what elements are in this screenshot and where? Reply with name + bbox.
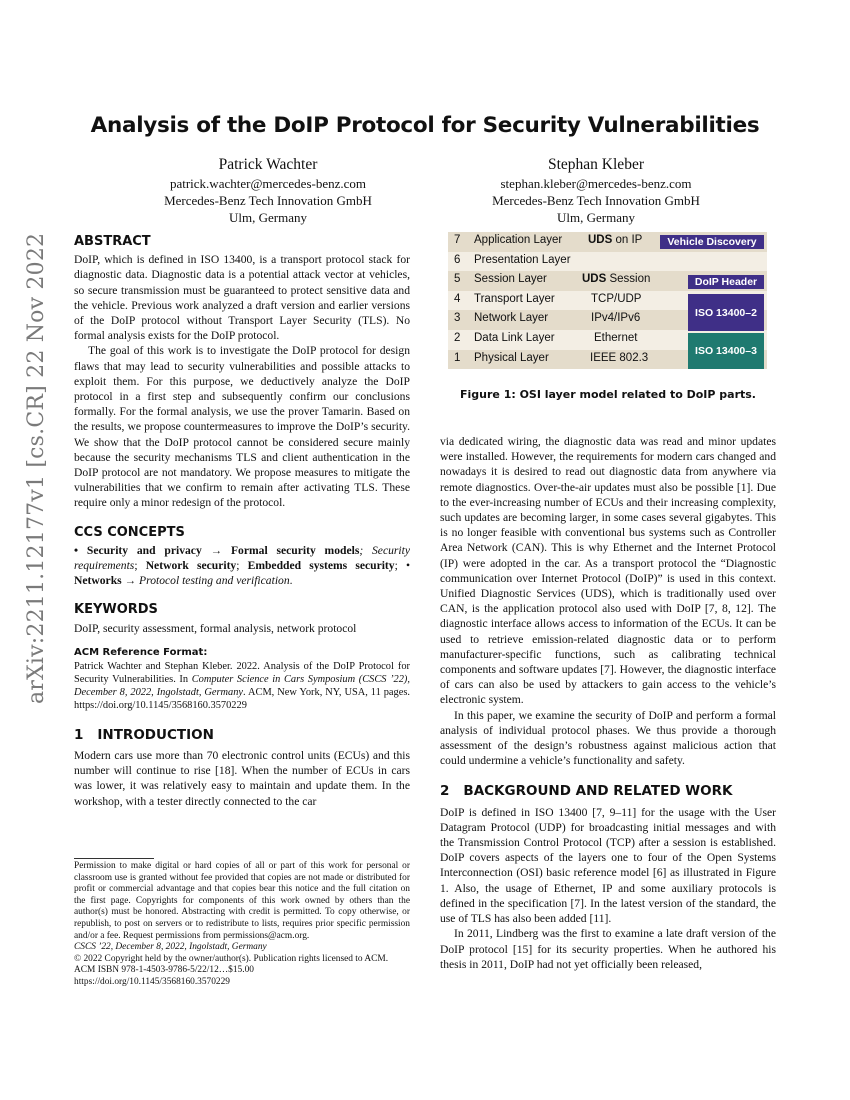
ccs-term: • Security and privacy	[74, 543, 202, 557]
body-paragraph: In this paper, we examine the security of DoIP and perform a formal analysis of individual protocol phases. We thus provide a thorough assessment of the design’s robustness against malicious action that could undermine a vehicle’s functionality and safety.	[440, 708, 776, 768]
layer-number: 6	[454, 253, 461, 266]
ccs-sep: ; •	[394, 559, 410, 573]
author-org: Mercedes-Benz Tech Innovation GmbH	[164, 193, 372, 208]
body-paragraph: DoIP is defined in ISO 13400 [7, 9–11] for the usage with the User Datagram Protocol (UDP) for broadcasting initial messages and with the Transmission Control Protocol (TCP) after a session is established. DoIP covers aspects of the layers one to four of the Open Systems Interconnection (OSI) basic reference model [6] as illustrated in Figure 1. Also, the usage of Ethernet, IP and some auxiliary protocols is defined in the specification [7]. In the latest version of the standard, the use of TLS has also been added [11].	[440, 805, 776, 926]
osi-figure	[448, 232, 767, 369]
ccs-term: ; Security requirements	[74, 543, 410, 573]
tag-iso-13400-3: ISO 13400–3	[688, 333, 764, 369]
ccs-term: Embedded systems security	[247, 559, 395, 573]
acm-reference-heading: ACM Reference Format:	[74, 646, 208, 658]
layer-name: Network Layer	[474, 312, 549, 325]
section-heading-background	[440, 784, 776, 799]
paper-title: Analysis of the DoIP Protocol for Security Vulnerabilities	[90, 113, 760, 138]
body-paragraph: via dedicated wiring, the diagnostic data was read and minor updates were installed. However, the requirements for modern cars changed and nowadays it is desired to read out diagnostic data from anywhere via remote diagnostics. Over-the-air updates must also be possible [1]. Due to the ever-increasing number of ECUs and their increasing complexity, such updates are becoming larger, in some cases several gigabytes. This is no longer feasible with conventional bus systems such as Controller Area Network (CAN). This is why Ethernet and the Internet Protocol (IP) were adopted in the car. As a transport protocol the “Diagnostic communication over Internet Protocol (DoIP)” is used in this context. Unified Diagnostic Services (UDS), which is traditionally used over CAN, is the application protocol also used with DoIP [7, 8, 12]. The diagnostic interface allows access to information of the ECUs. It can be used to retrieve emission-related diagnostic data or to perform manufacturer-specific functions, such as calibrating technical components and software updates [7]. However, the diagnostic interface of cars can also be used by attackers to gain access to the vehicle’s electronic system.	[440, 435, 776, 707]
protocol-bold: UDS	[582, 273, 607, 286]
author-name: Patrick Wachter	[218, 156, 318, 173]
ccs-term: Network security	[145, 559, 237, 573]
layer-protocol: IEEE 802.3	[590, 351, 649, 364]
section-title: BACKGROUND AND RELATED WORK	[463, 783, 733, 800]
ccs-sep: .	[289, 574, 293, 588]
keywords-heading: KEYWORDS	[74, 602, 158, 618]
abstract-paragraph: The goal of this work is to investigate the DoIP protocol for design flaws that may lead to security vulnerabilities and possible attacks to exploit them. For this purpose, we deductively analyze the DoIP protocol in a first step and subsequently confirm our conclusions formally. For the formal analysis, we use the prover Tamarin. Based on the results, we propose countermeasures to improve the DoIP’s security. We show that the DoIP protocol cannot be considered secure mainly because the security mechanisms TLS and client authentication in the DoIP protocol are not mandatory. We propose measures to mitigate the vulnerabilities that we confirm to remain after activating TLS. These require only a minor redesign of the protocol.	[74, 344, 410, 510]
layer-name: Application Layer	[474, 234, 563, 246]
layer-number: 7	[454, 234, 461, 246]
layer-name: Presentation Layer	[474, 253, 571, 266]
author-name: Stephan Kleber	[548, 156, 644, 173]
layer-number: 2	[454, 331, 461, 344]
layer-name: Data Link Layer	[474, 331, 555, 344]
intro-paragraph: Modern cars use more than 70 electronic control units (ECUs) and this number will continue to rise [18]. When the number of ECUs in cars was lower, it was relatively easy to maintain and update them. In the workshop, with a tester directly connected to the car	[74, 749, 410, 808]
acm-ref-venue: Computer Science in Cars Symposium (CSCS ’22), December 8, 2022, Ingolstadt, Germany	[74, 673, 410, 698]
layer-number: 3	[454, 312, 461, 325]
section-title: INTRODUCTION	[97, 726, 214, 743]
copyright-line: © 2022 Copyright held by the owner/author(s). Publication rights licensed to ACM.	[74, 953, 389, 964]
arxiv-identifier: arXiv:2211.12177v1 [cs.CR] 22 Nov 2022	[24, 232, 49, 704]
ccs-heading: CCS CONCEPTS	[74, 524, 185, 540]
ccs-arrow: →	[121, 574, 140, 588]
footnote-rule	[74, 858, 154, 859]
section-number: 2	[440, 783, 450, 800]
ccs-sep: ;	[134, 559, 146, 573]
protocol-text: Session	[606, 273, 651, 286]
acm-reference-text	[74, 660, 410, 712]
isbn-line: ACM ISBN 978-1-4503-9786-5/22/12…$15.00	[74, 965, 254, 976]
keywords-text: DoIP, security assessment, formal analysis, network protocol	[74, 621, 357, 635]
layer-name: Physical Layer	[474, 351, 549, 364]
figure-caption: Figure 1: OSI layer model related to DoIP parts.	[459, 388, 756, 401]
ccs-term: Networks	[74, 574, 122, 588]
layer-protocol	[582, 273, 650, 285]
tag-doip-header: DoIP Header	[688, 275, 764, 289]
layer-name: Transport Layer	[474, 292, 555, 305]
abstract-paragraph: DoIP, which is defined in ISO 13400, is a transport protocol stack for diagnostic data. Diagnostic data is a potential attack vector at vehicles, so secure transmission must be guaranteed to protect sensitive data and the vehicle. Previous work analyzed a draft version and earlier versions of the DoIP protocol without Transport Layer Security (TLS). No formal analysis exists for the DoIP protocol.	[74, 253, 410, 343]
ccs-term: Formal security models	[230, 543, 360, 557]
protocol-text: on IP	[612, 234, 643, 246]
protocol-bold: UDS	[588, 234, 613, 246]
section-heading-intro	[74, 728, 410, 743]
layer-protocol: TCP/UDP	[591, 292, 642, 305]
layer-number: 5	[454, 273, 461, 286]
tag-vehicle-discovery: Vehicle Discovery	[660, 235, 764, 249]
author-location: Ulm, Germany	[229, 210, 307, 225]
ccs-term: Protocol testing and verification	[139, 574, 290, 588]
left-column	[74, 234, 410, 809]
author-email[interactable]: stephan.kleber@mercedes-benz.com	[500, 176, 692, 191]
permission-notice: Permission to make digital or hard copies of all or part of this work for personal or classroom use is granted without fee provided that copies are not made or distributed for profit or commercial advantage and that copies bear this notice and the full citation on the first page. Copyrights for components of this work owned by others than the author(s) must be honored. Abstracting with credit is permitted. To copy otherwise, or republish, to post on servers or to redistribute to lists, requires prior specific permission and/or a fee. Request permissions from permissions@acm.org.	[74, 861, 410, 941]
osi-row-6	[448, 252, 767, 272]
right-column	[440, 434, 776, 972]
author-email[interactable]: patrick.wachter@mercedes-benz.com	[169, 176, 367, 191]
acm-ref-part: . ACM, New York, NY, USA, 11 pages. https://doi.org/10.1145/3568160.3570229	[74, 686, 410, 711]
layer-number: 4	[454, 292, 461, 305]
tag-iso-13400-2: ISO 13400–2	[688, 294, 764, 331]
conference-line: CSCS ’22, December 8, 2022, Ingolstadt, Germany	[74, 942, 267, 953]
layer-number: 1	[454, 351, 461, 364]
ccs-sep: ;	[236, 559, 248, 573]
ccs-arrow: →	[201, 543, 231, 557]
author-block-1	[120, 155, 416, 226]
layer-protocol: Ethernet	[594, 331, 638, 344]
layer-name: Session Layer	[474, 273, 547, 286]
layer-protocol: IPv4/IPv6	[591, 312, 641, 325]
abstract-heading: ABSTRACT	[74, 234, 151, 249]
section-number: 1	[74, 726, 84, 743]
author-location: Ulm, Germany	[557, 210, 635, 225]
ccs-concepts	[74, 543, 410, 589]
doi-line[interactable]: https://doi.org/10.1145/3568160.3570229	[74, 976, 230, 987]
footnote-block	[74, 861, 410, 989]
layer-protocol	[588, 234, 642, 246]
author-org: Mercedes-Benz Tech Innovation GmbH	[492, 193, 700, 208]
body-paragraph: In 2011, Lindberg was the first to examine a late draft version of the DoIP protocol [15] for its security properties. When he authored his thesis in 2011, DoIP had not yet officially been released,	[440, 927, 776, 971]
author-block-2	[448, 155, 744, 226]
acm-ref-part: Patrick Wachter and Stephan Kleber. 2022. Analysis of the DoIP Protocol for Security Vulnerabilities. In	[74, 660, 410, 685]
